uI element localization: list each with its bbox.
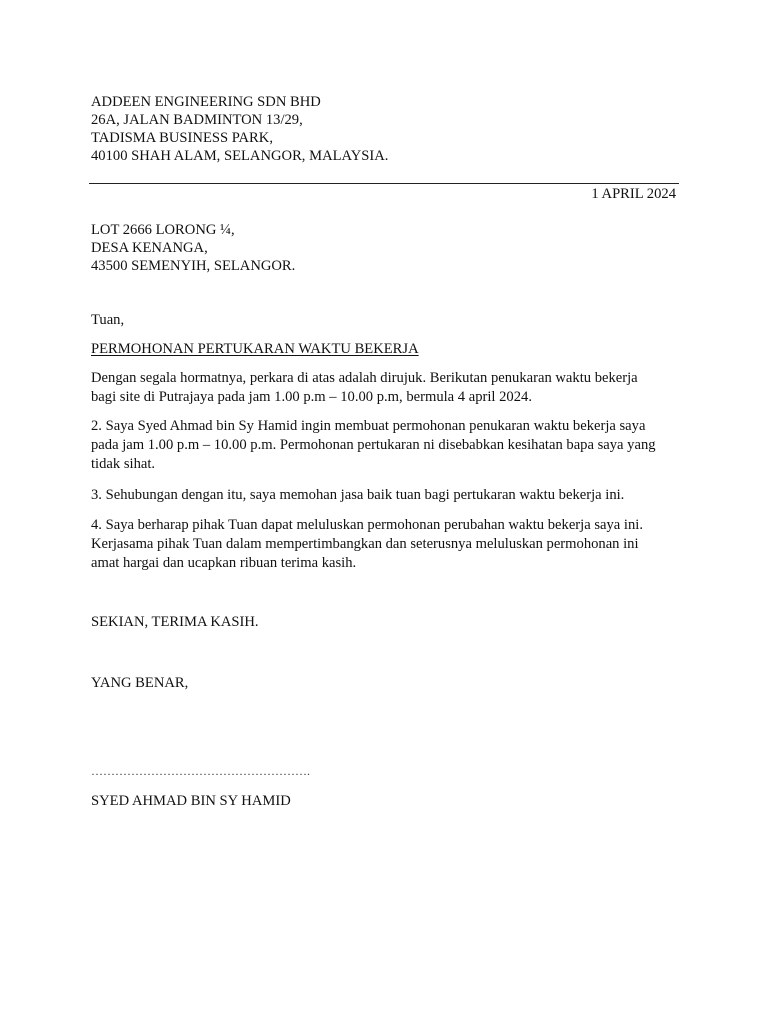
recipient-address-line-3: 43500 SEMENYIH, SELANGOR. bbox=[91, 258, 296, 274]
paragraph-4-line-3: amat hargai dan ucapkan ribuan terima kasih. bbox=[91, 555, 357, 572]
recipient-address-block bbox=[91, 221, 295, 275]
paragraph-2 bbox=[91, 417, 691, 475]
sender-address-line-2: TADISMA BUSINESS PARK, bbox=[91, 130, 273, 146]
paragraph-2-line-2: pada jam 1.00 p.m – 10.00 p.m. Permohonan pertukaran ni disebabkan kesihatan bapa saya yang bbox=[91, 437, 656, 454]
paragraph-2-line-3: tidak sihat. bbox=[91, 456, 156, 473]
sender-address-line-3: 40100 SHAH ALAM, SELANGOR, MALAYSIA. bbox=[91, 148, 389, 164]
paragraph-4-line-2: Kerjasama pihak Tuan dalam mempertimbangkan dan seterusnya meluluskan permohonan ini bbox=[91, 536, 639, 553]
letter-subject: PERMOHONAN PERTUKARAN WAKTU BEKERJA bbox=[91, 341, 419, 357]
closing-remark: SEKIAN, TERIMA KASIH. bbox=[91, 614, 259, 630]
salutation: Tuan, bbox=[91, 312, 125, 328]
paragraph-4-line-1: 4. Saya berharap pihak Tuan dapat meluluskan permohonan perubahan waktu bekerja saya ini. bbox=[91, 517, 643, 533]
paragraph-2-line-1: 2. Saya Syed Ahmad bin Sy Hamid ingin membuat permohonan penukaran waktu bekerja saya bbox=[91, 418, 646, 434]
sender-address-block bbox=[91, 93, 388, 165]
sender-company: ADDEEN ENGINEERING SDN BHD bbox=[91, 94, 321, 110]
paragraph-1-line-1: Dengan segala hormatnya, perkara di atas adalah dirujuk. Berikutan penukaran waktu bekerja bbox=[91, 370, 638, 386]
header-divider bbox=[89, 183, 679, 184]
paragraph-4 bbox=[91, 516, 691, 574]
paragraph-3 bbox=[91, 486, 691, 505]
signature-line: ………………………………………………. bbox=[91, 764, 310, 778]
signer-name: SYED AHMAD BIN SY HAMID bbox=[91, 793, 291, 809]
paragraph-1 bbox=[91, 369, 691, 407]
sign-off: YANG BENAR, bbox=[91, 675, 189, 691]
paragraph-1-line-2: bagi site di Putrajaya pada jam 1.00 p.m – 10.00 p.m, bermula 4 april 2024. bbox=[91, 389, 532, 406]
sender-address-line-1: 26A, JALAN BADMINTON 13/29, bbox=[91, 112, 303, 128]
recipient-address-line-1: LOT 2666 LORONG ¼, bbox=[91, 222, 235, 238]
paragraph-3-line-1: 3. Sehubungan dengan itu, saya memohan jasa baik tuan bagi pertukaran waktu bekerja ini. bbox=[91, 487, 625, 503]
recipient-address-line-2: DESA KENANGA, bbox=[91, 240, 208, 256]
letter-date: 1 APRIL 2024 bbox=[591, 186, 676, 202]
